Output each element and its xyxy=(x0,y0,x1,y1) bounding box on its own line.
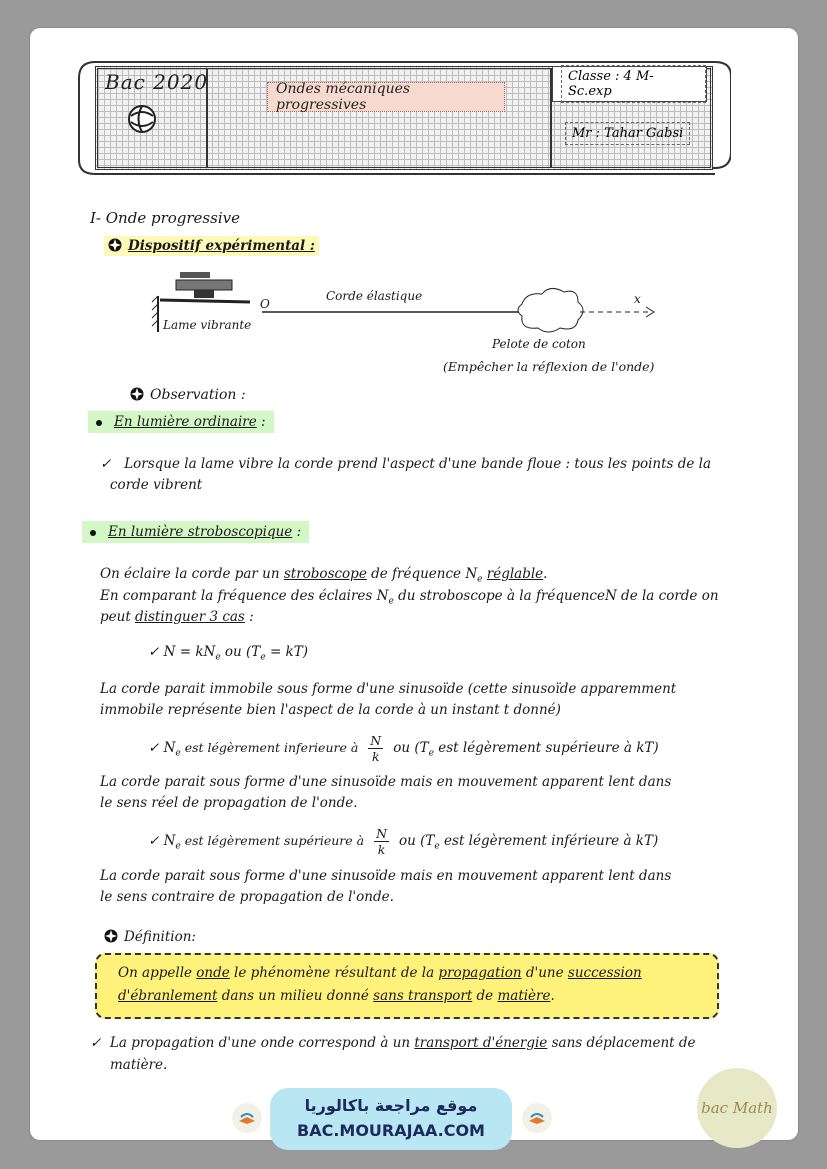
definition-label: Définition xyxy=(124,929,192,945)
observation-label: Observation : xyxy=(150,387,246,403)
strobo-line-2: En comparant la fréquence des éclaires $N_e$ du stroboscope à la fréquenceN de la corde on xyxy=(100,588,719,607)
check-icon: ✓ xyxy=(100,456,112,472)
bacmath-logo: bac Math xyxy=(697,1068,777,1148)
fraction-n-over-k: $\frac{N}{k}$ xyxy=(370,733,382,764)
cotton-ball xyxy=(518,288,583,332)
section-title: I- Onde progressive xyxy=(90,209,240,227)
lame-blade xyxy=(160,300,250,302)
strobo-heading xyxy=(82,521,309,543)
definition-heading: Définition: xyxy=(104,929,196,945)
vibrator-body xyxy=(176,280,232,290)
globe-logo-icon xyxy=(127,104,157,134)
case-2-text-1: La corde parait sous forme d'une sinusoïde mais en mouvement apparent lent dans xyxy=(100,774,672,790)
transport-line-1: ✓ La propagation d'une onde correspond à un transport d'énergie sans déplacement de xyxy=(90,1035,696,1051)
lame-label: Lame vibrante xyxy=(163,318,252,332)
ordinaire-line-1 xyxy=(100,456,711,472)
case-2-formula: ✓ $N_e$ est légèrement inferieure à $\frac{N}{k}$ ou ($T_e$ est légèrement supérieure à kT) xyxy=(148,733,659,764)
site-arabic-text: موقع مراجعة باكالوريا xyxy=(304,1096,478,1115)
teacher-label xyxy=(565,116,725,150)
strobo-label: En lumière stroboscopique xyxy=(108,524,293,540)
book-logo-icon xyxy=(522,1103,552,1133)
book-logo-icon xyxy=(232,1103,262,1133)
check-icon: ✓ xyxy=(148,833,160,849)
dispositif-heading xyxy=(104,236,319,256)
pinwheel-icon xyxy=(108,238,122,252)
dispositif-label: Dispositif expérimental : xyxy=(128,238,315,254)
check-icon: ✓ xyxy=(148,644,160,660)
case-3-text-2: le sens contraire de propagation de l'onde. xyxy=(100,889,394,905)
class-text: Classe : 4 M- Sc.exp xyxy=(561,65,706,103)
ordinaire-line-2: corde vibrent xyxy=(110,477,203,493)
case-2-text-2: le sens réel de propagation de l'onde. xyxy=(100,795,358,811)
ordinaire-heading xyxy=(88,411,274,433)
vibrator-base xyxy=(194,290,214,298)
ordinaire-text-1: Lorsque la lame vibre la corde prend l'aspect d'une bande floue : tous les points de la xyxy=(124,456,712,472)
bullet-dot xyxy=(90,530,96,536)
site-badge[interactable] xyxy=(270,1088,512,1150)
teacher-text: Mr : Tahar Gabsi xyxy=(565,122,690,145)
strobo-suffix: : xyxy=(292,524,302,540)
strobo-line-3: peut distinguer 3 cas : xyxy=(100,609,254,625)
strobo-line-1: On éclaire la corde par un stroboscope de fréquence $N_e$ réglable. xyxy=(100,566,548,585)
case-1-text-1: La corde parait immobile sous forme d'une sinusoïde (cette sinusoïde apparemment xyxy=(100,681,677,697)
definition-line-1: On appelle onde le phénomène résultant de la propagation d'une succession xyxy=(118,965,642,981)
definition-line-2: d'ébranlement dans un milieu donné sans transport de matière. xyxy=(118,988,555,1004)
transport-line-2: matière. xyxy=(110,1057,168,1073)
origin-label: O xyxy=(260,297,270,311)
header-banner xyxy=(75,56,731,178)
case-1-text-2: immobile représente bien l'aspect de la corde à un instant t donné) xyxy=(100,702,561,718)
class-label xyxy=(552,66,707,102)
check-icon: ✓ xyxy=(148,740,160,756)
corde-label: Corde élastique xyxy=(326,289,423,303)
case-3-formula: ✓ $N_e$ est légèrement supérieure à $\frac{N}{k}$ ou ($T_e$ est légèrement inférieure à kT) xyxy=(148,826,659,857)
pinwheel-icon xyxy=(130,387,144,401)
case-1-formula: ✓ $N = kN_e$ ou $(T_e = kT)$ xyxy=(148,644,309,663)
site-url-link[interactable]: BAC.MOURAJAA.COM xyxy=(297,1121,485,1140)
check-icon: ✓ xyxy=(90,1035,102,1051)
pelote-label: Pelote de coton xyxy=(492,337,586,351)
ordinaire-label: En lumière ordinaire xyxy=(114,414,257,430)
pelote-note: (Empêcher la réflexion de l'onde) xyxy=(443,359,655,374)
definition-box xyxy=(95,953,719,1019)
bullet-dot xyxy=(96,420,102,426)
observation-heading xyxy=(130,387,246,403)
lesson-topic: Ondes mécaniques progressives xyxy=(267,82,505,112)
ordinaire-suffix: : xyxy=(256,414,266,430)
x-label: x xyxy=(634,292,641,306)
fraction-n-over-k: $\frac{N}{k}$ xyxy=(376,826,388,857)
vibrator-top xyxy=(180,272,210,278)
case-3-text-1: La corde parait sous forme d'une sinusoïde mais en mouvement apparent lent dans xyxy=(100,868,672,884)
bac-title: Bac 2020 xyxy=(105,70,209,94)
pinwheel-icon xyxy=(104,929,118,943)
